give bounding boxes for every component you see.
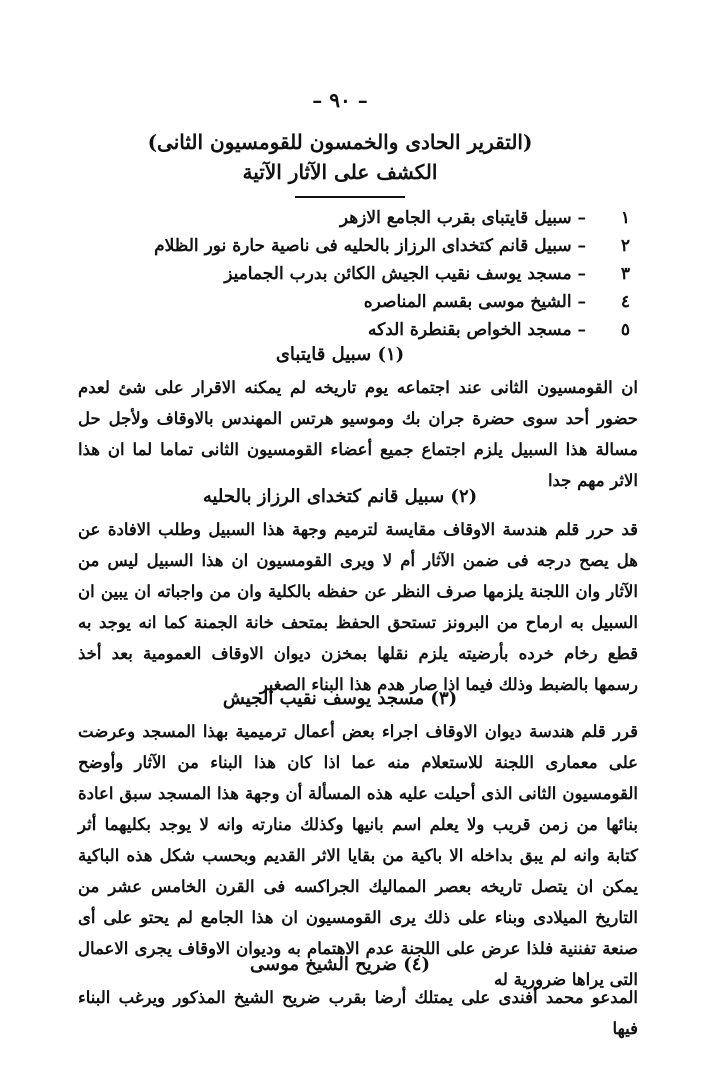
list-item: [70, 316, 630, 344]
report-title: (التقرير الحادى والخمسون للقومسيون الثانى): [147, 130, 533, 154]
list-item-number: ٣: [620, 264, 630, 284]
list-item-number: ٤: [620, 292, 630, 312]
list-item: [70, 288, 630, 316]
monuments-list: [70, 204, 630, 344]
list-item-text: – الشيخ موسى بقسم المناصره: [363, 292, 586, 312]
section-body-1: ان القومسيون الثانى عند اجتماعه يوم تاريخه لم يمكنه الاقرار على شئ لعدم حضور أحد سوى حضرة جران بك وموسيو هرتس المهندس بالاوقاف ولأجل حل مسالة هذا السبيل يلزم اجتماع جميع أعضاء القومسيون الثانى تماما لما ان هذا الاثر مهم جدا: [78, 378, 638, 490]
section-heading-4: (٤) ضريح الشيخ موسى: [250, 954, 430, 975]
section-heading-3: (٣) مسجد يوسف نقيب الجيش: [222, 688, 458, 709]
list-item: [70, 260, 630, 288]
list-item-text: – مسجد الخواص بقنطرة الدكه: [367, 320, 586, 340]
section-body-2: قد حرر قلم هندسة الاوقاف مقايسة لترميم وجهة هذا السبيل وطلب الافادة عن هل يصح درجه فى ضمن الآثار أم لا ويرى القومسيون ان هذا السبيل ليس من الآثار وان اللجنة يلزمها صرف النظر عن حفظه بالكلية وان من واجباته ان يبين ان السبيل به ارماح من البرونز تستحق الحفظ بمتحف خانة الجمنة كما انه يوجد به قطع رخام خرده بأرضيته يلزم نقلها بمخزن ديوان الاوقاف العمومية بعد أخذ رسمها بالضبط وذلك فيما اذا صار هدم هذا البناء الصغير: [78, 520, 638, 694]
list-item-number: ١: [620, 208, 630, 228]
list-item: [70, 204, 630, 232]
list-item-text: – سبيل قايتباى بقرب الجامع الازهر: [339, 208, 586, 228]
section-heading-1: (١) سبيل قايتباى: [275, 344, 405, 365]
list-item-text: – سبيل قانم كتخداى الرزاز بالحليه فى ناصية حارة نور الظلام: [154, 236, 586, 256]
list-heading: الكشف على الآثار الآتية: [242, 160, 438, 184]
list-item: [70, 232, 630, 260]
section-heading-2: (٢) سبيل قانم كتخداى الرزاز بالحليه: [202, 486, 478, 507]
list-item-number: ٥: [620, 320, 630, 340]
section-body-4: المدعو محمد أفندى على يمتلك أرضا بقرب ضريح الشيخ المذكور ويرغب البناء فيها: [78, 988, 638, 1038]
section-body-3: قرر قلم هندسة ديوان الاوقاف اجراء بعض أعمال ترميمية بهذا المسجد وعرضت على معمارى اللجنة للاستعلام منه عما اذا كان هذا البناء من الآثار وأوضح القومسيون الثانى الذى أحيلت عليه هذه المسألة أن وجهة هذا المسجد سبق اعادة بنائها من زمن قريب ولا يعلم اسم بانيها وكذلك منارته وانه لا يوجد بكليهما أثر كتابة وانه لم يبق بداخله الا باكية من بقايا الاثر القديم وبحسب شكل هذه الباكية يمكن ان يتصل تاريخه بعصر المماليك الجراكسه فى القرن الخامس عشر من التاريخ الميلادى وبناء على ذلك يرى القومسيون ان هذا الجامع لم يحتو على أى صنعة تفننية فلذا عرض على اللجنة عدم الاهتمام به وديوان الاوقاف يجرى الاعمال التى يراها ضرورية له: [78, 722, 638, 989]
page-number: – ٩٠ –: [312, 88, 368, 112]
heading-underline: [295, 196, 405, 198]
list-item-text: – مسجد يوسف نقيب الجيش الكائن بدرب الجماميز: [224, 264, 586, 284]
list-item-number: ٢: [620, 236, 630, 256]
